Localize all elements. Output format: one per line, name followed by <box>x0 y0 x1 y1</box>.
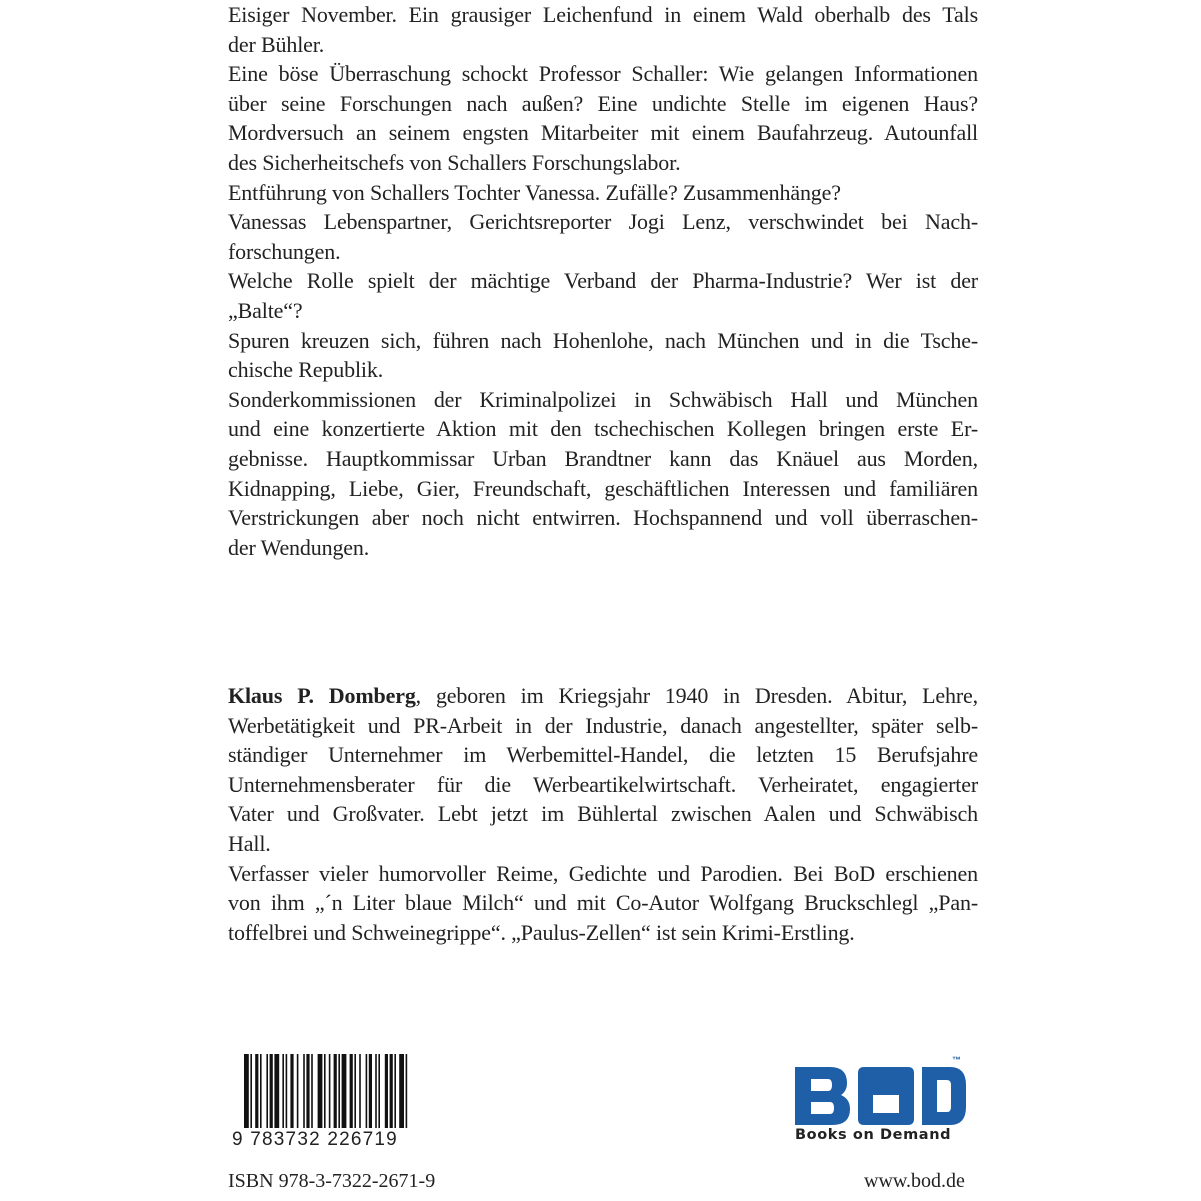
barcode-bar <box>334 1054 337 1134</box>
barcode-bar <box>375 1054 377 1134</box>
barcode-bar <box>359 1054 361 1134</box>
blurb-line: chische Republik. <box>228 357 384 383</box>
website-url[interactable]: www.bod.de <box>864 1170 965 1192</box>
barcode-bar <box>390 1054 393 1134</box>
bio-intro-text: , geboren im Kriegsjahr 1940 in Dresden. Abitur, Lehre, <box>415 683 978 708</box>
author-name: Klaus P. Domberg <box>228 683 416 708</box>
barcode-bar <box>290 1054 293 1134</box>
bod-letter-o <box>858 1067 914 1125</box>
barcode-bars <box>230 1054 430 1134</box>
blurb-line: Eisiger November. Ein grausiger Leichenfund in einem Wald oberhalb des Tals <box>228 2 978 27</box>
isbn-barcode <box>230 1054 430 1154</box>
barcode-bar <box>399 1054 404 1134</box>
barcode-bar <box>342 1054 347 1134</box>
bio-line: Hall. <box>228 830 271 856</box>
barcode-bar <box>282 1054 284 1134</box>
barcode-bar <box>297 1054 299 1134</box>
barcode-bar <box>286 1054 288 1134</box>
blurb-line: über seine Forschungen nach außen? Eine undichte Stelle im eigenen Haus? <box>228 90 978 116</box>
barcode-bar <box>250 1054 252 1134</box>
bio-first-line <box>228 681 978 711</box>
blurb-line: Mordversuch an seinem engsten Mitarbeiter mit einem Baufahrzeug. Autounfall <box>228 120 978 146</box>
bio-line: toffelbrei und Schweinegrippe“. „Paulus-Zellen“ ist sein Krimi-Erstling. <box>228 919 855 945</box>
bio-line: ständiger Unternehmer im Werbemittel-Handel, die letzten 15 Berufsjahre <box>228 742 978 768</box>
bod-tagline: Books on Demand <box>795 1127 952 1143</box>
bio-line: Unternehmensberater für die Werbeartikelwirtschaft. Verheiratet, engagierter <box>228 771 978 797</box>
barcode-bar <box>338 1054 340 1134</box>
blurb-line: gebnisse. Hauptkommissar Urban Brandtner kann das Knäuel aus Morden, <box>228 445 978 471</box>
blurb-line: Sonderkommissionen der Kriminalpolizei in Schwäbisch Hall und München <box>228 386 978 412</box>
barcode-bar <box>260 1054 262 1134</box>
blurb-line: Entführung von Schallers Tochter Vanessa. Zufälle? Zusammenhänge? <box>228 179 841 205</box>
blurb-line: und eine konzertierte Aktion mit den tschechischen Kollegen bringen erste Er- <box>228 416 978 442</box>
author-bio <box>228 681 978 947</box>
blurb-text <box>228 0 978 562</box>
barcode-bar <box>378 1054 380 1134</box>
blurb-line: Verstrickungen aber noch nicht entwirren. Hochspannend und voll überraschen- <box>228 505 978 531</box>
barcode-bar <box>406 1054 408 1134</box>
bio-line: Vater und Großvater. Lebt jetzt im Bühlertal zwischen Aalen und Schwäbisch <box>228 801 978 827</box>
barcode-bar <box>244 1054 249 1134</box>
barcode-bar <box>324 1054 326 1134</box>
isbn-text: ISBN 978-3-7322-2671-9 <box>228 1170 436 1192</box>
barcode-bar <box>369 1054 372 1134</box>
blurb-line: des Sicherheitschefs von Schallers Forschungslabor. <box>228 149 681 175</box>
bod-letter-b <box>795 1067 850 1125</box>
bio-line: Verfasser vieler humorvoller Reime, Gedichte und Parodien. Bei BoD erschienen <box>228 860 978 886</box>
bod-trademark: ™ <box>952 1055 961 1065</box>
barcode-bar <box>266 1054 268 1134</box>
blurb-line: Eine böse Überraschung schockt Professor Schaller: Wie gelangen Informationen <box>228 61 978 87</box>
barcode-bar <box>354 1054 356 1134</box>
barcode-bar <box>329 1054 331 1134</box>
barcode-bar <box>311 1054 313 1134</box>
blurb-line: Kidnapping, Liebe, Gier, Freundschaft, geschäftlichen Interessen und familiären <box>228 475 978 501</box>
barcode-bar <box>318 1054 323 1134</box>
blurb-line: der Bühler. <box>228 31 325 57</box>
barcode-bar <box>350 1054 353 1134</box>
barcode-bar <box>274 1054 279 1134</box>
bio-line: Werbetätigkeit und PR-Arbeit in der Industrie, danach angestellter, später selb- <box>228 712 978 738</box>
blurb-line: der Wendungen. <box>228 534 370 560</box>
bio-line: von ihm „´n Liter blaue Milch“ und mit Co-Autor Wolfgang Bruckschlegl „Pan- <box>228 890 978 916</box>
barcode-bar <box>385 1054 388 1134</box>
barcode-bar <box>306 1054 309 1134</box>
blurb-line: „Balte“? <box>228 297 303 323</box>
blurb-line: Vanessas Lebenspartner, Gerichtsreporter Jogi Lenz, verschwindet bei Nach- <box>228 209 978 235</box>
blurb-line: Spuren kreuzen sich, führen nach Hohenlohe, nach München und in die Tsche- <box>228 327 978 353</box>
blurb-line: forschungen. <box>228 238 341 264</box>
blurb-line: Welche Rolle spielt der mächtige Verband der Pharma-Industrie? Wer ist der <box>228 268 978 294</box>
barcode-bar <box>303 1054 305 1134</box>
barcode-digits: 9 783732 226719 <box>230 1128 430 1152</box>
barcode-bar <box>255 1054 258 1134</box>
barcode-bar <box>394 1054 396 1134</box>
barcode-bar <box>270 1054 273 1134</box>
bod-letter-d <box>922 1067 966 1125</box>
barcode-bar <box>366 1054 368 1134</box>
